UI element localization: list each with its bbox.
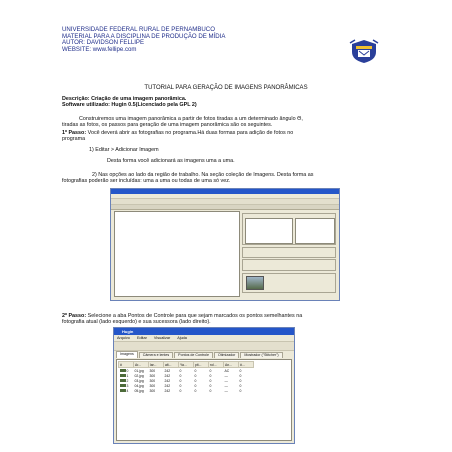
table-cell: 02.jpg (134, 373, 144, 378)
description-block (62, 96, 197, 109)
table-cell: 0 (194, 383, 197, 388)
table-column-header: Ya... (179, 362, 194, 368)
option2-line-1: 2) Nas opções ao lado da região de trabalho. Na seção coleção de Imagens. Desta forma as (92, 172, 314, 178)
table-cell: 0 (194, 388, 197, 393)
menu-arquivo: Arquivo (117, 336, 130, 340)
image-thumbnail (246, 276, 264, 290)
table-cell: 2 (119, 378, 134, 383)
table-cell: — (224, 388, 228, 393)
tab-stitcher: Mostrador ("Stitcher") (240, 352, 282, 358)
window-titlebar: Hugin (114, 328, 294, 335)
table-cell: 0 (209, 388, 212, 393)
table-cell: 0 (179, 368, 182, 373)
table-cell: 0 (209, 383, 212, 388)
table-cell: 01.jpg (134, 368, 144, 373)
table-body (119, 368, 254, 394)
table-cell: 0 (179, 388, 182, 393)
table-cell: 05.jpg (134, 388, 144, 393)
intro-line-1: Construiremos uma imagem panorâmica a partir de fotos tiradas a um determinado ângulo Θ, (79, 116, 303, 122)
table-column-header: lar... (149, 362, 164, 368)
table-cell: 0 (239, 388, 242, 393)
window-toolbar (114, 341, 294, 351)
menu-ajuda: Ajuda (177, 336, 187, 340)
table-cell: 0 (119, 368, 134, 374)
step2-paragraph (62, 313, 302, 326)
image-collection-group (242, 213, 336, 245)
table-cell: 300 (149, 368, 156, 373)
table-cell: 0 (179, 378, 182, 383)
table-cell: 1 (119, 373, 134, 378)
table-column-header: #... (239, 362, 254, 368)
intro-paragraph (62, 116, 303, 129)
table-cell: 0 (194, 373, 197, 378)
description-line: Descrição: Criação de uma imagem panorâmica. (62, 96, 187, 102)
table-cell: 0 (239, 378, 242, 383)
option2-line-2: fotografias poderão ser incluídas: uma a uma ou todas de uma só vez. (62, 178, 231, 185)
step1-paragraph (62, 130, 293, 143)
hugin-screenshot-images-tab (110, 188, 340, 301)
table-row (119, 388, 254, 393)
software-line: Software utilizado: Hugin 0.5(Licenciado pela GPL 2) (62, 102, 197, 109)
menu-visualizar: Visualizar (153, 336, 171, 340)
table-cell: — (224, 373, 228, 378)
table-column-header: # (119, 362, 134, 368)
table-cell: 03.jpg (134, 378, 144, 383)
tab-camera-lentes: Câmera e lentes (139, 352, 173, 358)
header-website: WEBSITE: www.fellipe.com (62, 45, 137, 53)
image-collection-list (245, 218, 293, 244)
table-cell: 0 (179, 373, 182, 378)
menu-editar: Editar (136, 336, 147, 340)
page-title: TUTORIAL PARA GERAÇÃO DE IMAGENS PANORÂMICAS (144, 85, 308, 91)
image-list-area (114, 211, 240, 297)
table-cell: 300 (149, 373, 156, 378)
image-table-area (116, 359, 292, 441)
step1-label: 1º Passo: (62, 130, 87, 136)
step2-text-2: fotografia atual (lado esquerdo) e sua sucessora (lado direito). (62, 319, 211, 326)
orientation-group (242, 259, 336, 271)
table-column-header: Ar... (134, 362, 149, 368)
header-university: UNIVERSIDADE FEDERAL RURAL DE PERNAMBUCO (62, 26, 215, 33)
option2-paragraph (62, 172, 313, 185)
university-seal-logo (349, 38, 379, 64)
header-author: AUTOR: DAVIDSON FELLIPE (62, 39, 145, 47)
table-cell: 300 (149, 378, 156, 383)
table-cell: 0 (194, 378, 197, 383)
step2-text: Selecione a aba Pontos de Controle para que sejam marcados os pontos semelhantes na (86, 313, 303, 319)
table-cell: 04.jpg (134, 383, 144, 388)
table-cell: 242 (164, 388, 171, 393)
step2-label: 2º Passo: (62, 313, 87, 319)
table-cell: 242 (164, 383, 171, 388)
intro-line-2: tiradas as fotos, os passos para geração de uma imagem panorâmica são os seguintes. (62, 122, 273, 129)
table-column-header: An... (224, 362, 239, 368)
table-column-header: pit... (194, 362, 209, 368)
table-column-header: alt... (164, 362, 179, 368)
table-column-header: rol... (209, 362, 224, 368)
table-cell: 0 (209, 368, 212, 373)
option1-path: 1) Editar > Adicionar Imagem (89, 147, 159, 153)
tab-imagens: Imagens (116, 351, 138, 358)
table-cell: 0 (194, 368, 197, 373)
image-properties-list (295, 218, 335, 244)
side-panel (242, 211, 336, 295)
table-cell: 0 (239, 373, 242, 378)
hugin-screenshot-control-points (113, 327, 295, 444)
step1-text: Você deverá abrir as fotografias no programa.Há duas formas para adição de fotos no (86, 130, 294, 136)
window-tabs (114, 351, 294, 358)
tab-pontos-controle: Pontos de Controle (174, 352, 213, 358)
table-cell: 0 (179, 383, 182, 388)
table-cell: 4 (119, 388, 134, 393)
image-table (118, 361, 254, 393)
table-cell: — (224, 383, 228, 388)
header-course: MATERIAL PARA A DISCIPLINA DE PRODUÇÃO DE MÍDIA (62, 32, 226, 40)
table-cell: 0 (239, 368, 242, 373)
table-cell: 3 (119, 383, 134, 388)
table-cell: 300 (149, 383, 156, 388)
step1-text-2: programa (62, 136, 86, 143)
tab-otimizador: Otimizador (214, 352, 239, 358)
table-cell: 0 (209, 373, 212, 378)
table-cell: — (224, 378, 228, 383)
table-cell: 242 (164, 368, 171, 373)
table-cell: AC (224, 368, 230, 373)
table-cell: 242 (164, 373, 171, 378)
document-header (62, 27, 225, 53)
table-cell: 300 (149, 388, 156, 393)
preview-group (242, 273, 336, 293)
feature-matching-group (242, 247, 336, 258)
table-cell: 0 (239, 383, 242, 388)
table-cell: 0 (209, 378, 212, 383)
table-cell: 242 (164, 378, 171, 383)
option1-description: Desta forma você adicionará as imagens uma a uma. (107, 158, 235, 164)
window-tabs (111, 205, 339, 210)
